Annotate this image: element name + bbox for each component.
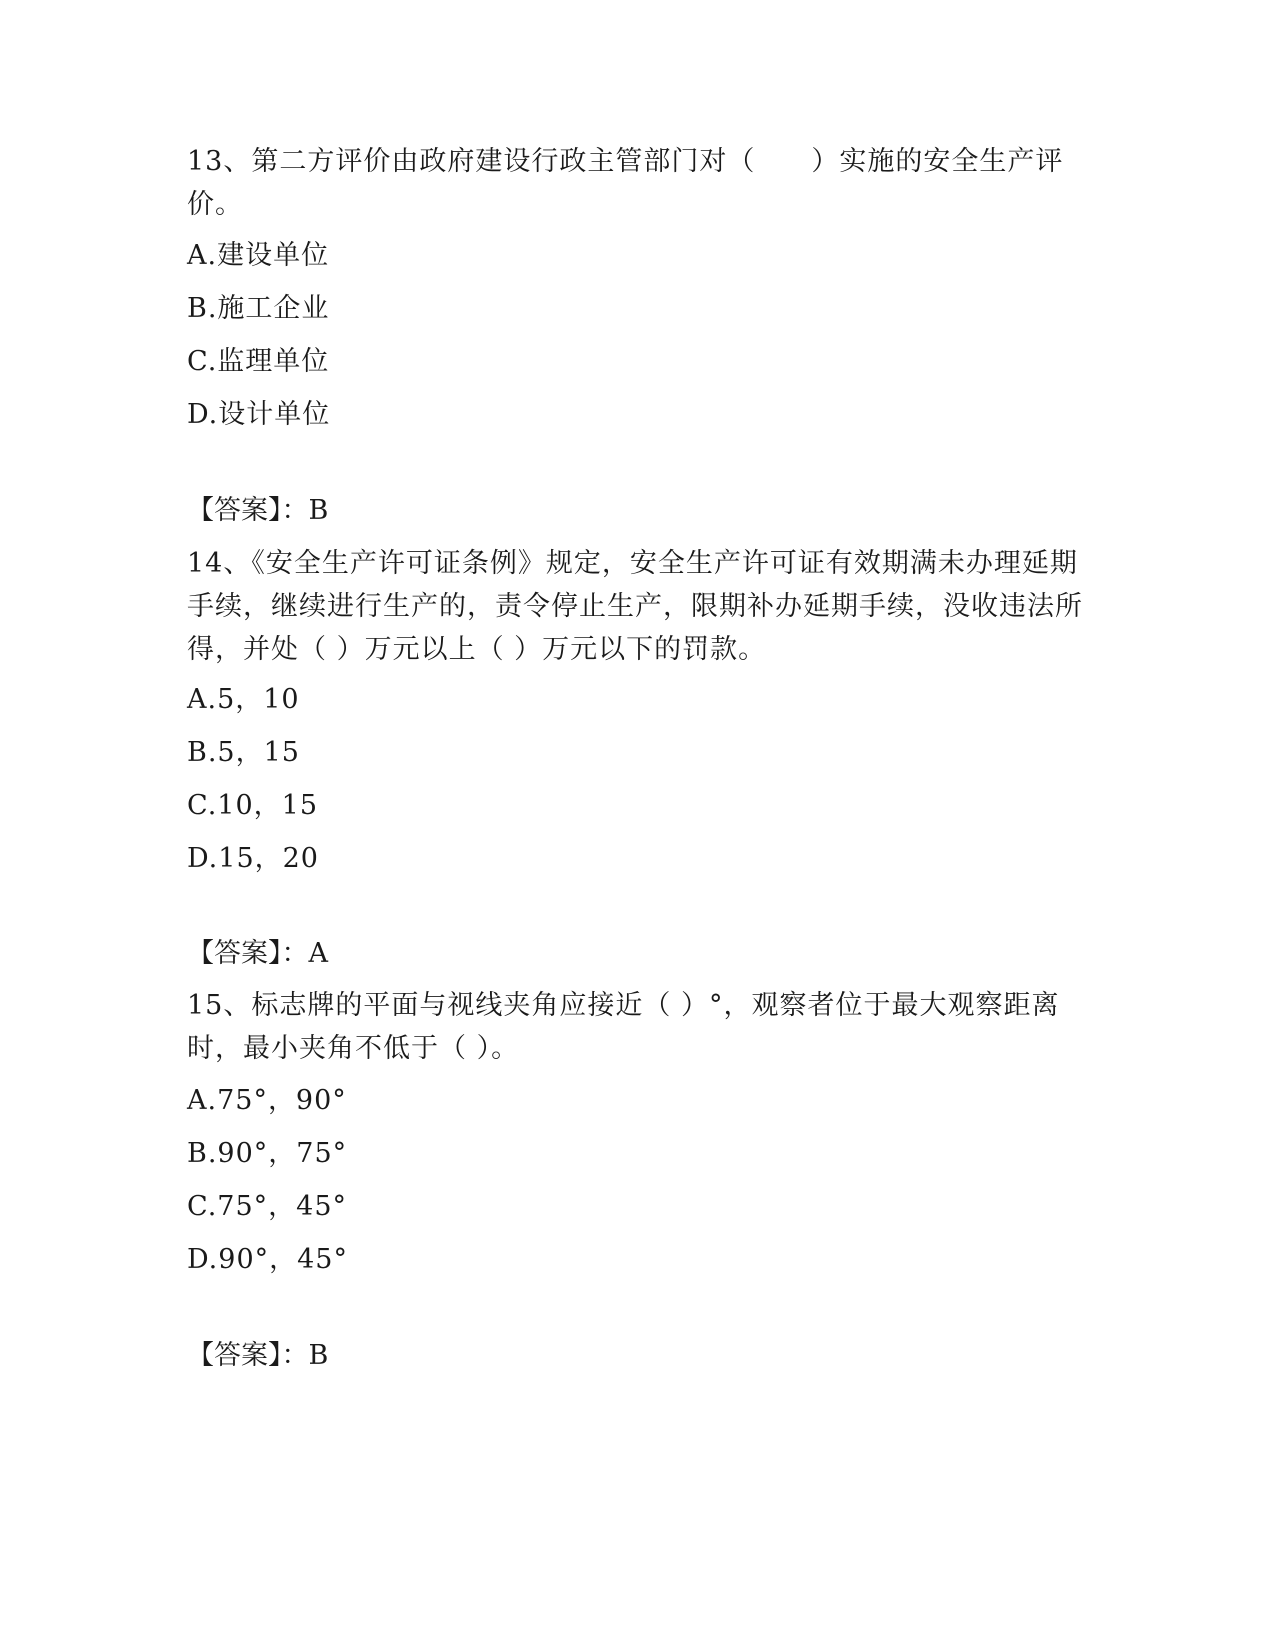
option-b: B.90°，75° <box>187 1138 348 1169</box>
question-14 <box>187 542 1087 671</box>
option-c: C.监理单位 <box>187 346 330 377</box>
answer-14: 【答案】：A <box>187 938 328 969</box>
question-stem: 13、第二方评价由政府建设行政主管部门对（ ）实施的安全生产评价。 <box>187 146 1064 220</box>
question-15 <box>187 984 1087 1070</box>
option-b: B.施工企业 <box>187 293 330 324</box>
option-d: D.90°，45° <box>187 1244 348 1275</box>
option-c: C.75°，45° <box>187 1191 347 1222</box>
option-b: B.5，15 <box>187 737 300 768</box>
answer-13: 【答案】：B <box>187 495 329 526</box>
option-d: D.设计单位 <box>187 399 331 430</box>
question-13 <box>187 140 1087 226</box>
question-stem: 14、《安全生产许可证条例》规定，安全生产许可证有效期满未办理延期手续，继续进行生产的，责令停止生产，限期补办延期手续，没收违法所得，并处（ ）万元以上（ ）万元以下的罚款。 <box>187 548 1083 665</box>
option-a: A.5，10 <box>187 684 300 715</box>
answer-15: 【答案】：B <box>187 1340 329 1371</box>
question-stem: 15、标志牌的平面与视线夹角应接近（ ）°，观察者位于最大观察距离时，最小夹角不低于（ ）。 <box>187 990 1060 1064</box>
option-a: A.75°，90° <box>187 1085 347 1116</box>
option-c: C.10，15 <box>187 790 318 821</box>
option-d: D.15，20 <box>187 843 319 874</box>
option-a: A.建设单位 <box>187 240 330 271</box>
